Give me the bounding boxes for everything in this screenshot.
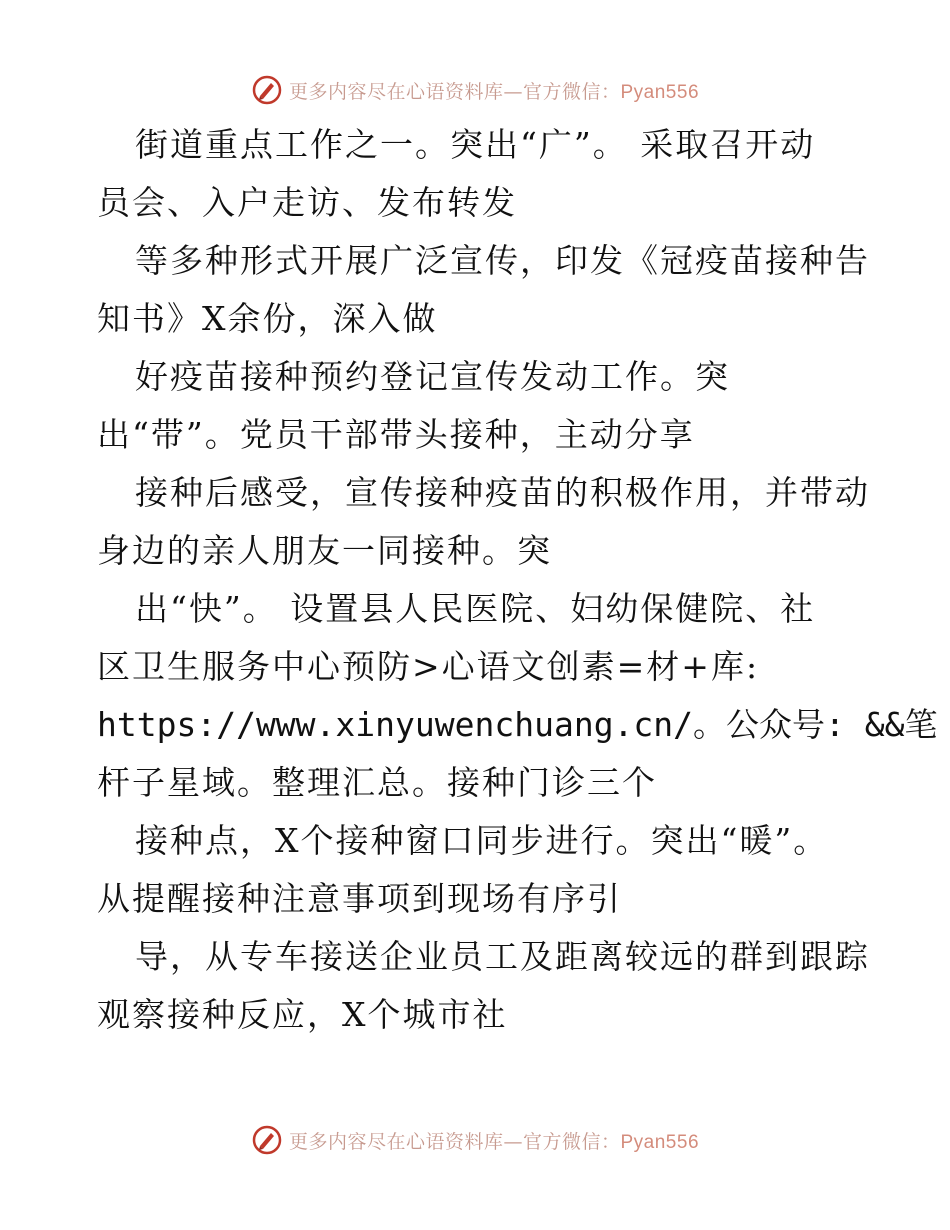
footer-banner bbox=[0, 1120, 950, 1160]
text-line: 从提醒接种注意事项到现场有序引 bbox=[97, 879, 622, 918]
text-line: 街道重点工作之一。突出“广”。 采取召开动 bbox=[135, 125, 816, 164]
text-line: 观察接种反应，X个城市社 bbox=[97, 995, 508, 1034]
banner-text bbox=[289, 77, 699, 104]
text-line: 出“快”。 设置县人民医院、妇幼保健院、社 bbox=[135, 589, 816, 628]
text-line: 好疫苗接种预约登记宣传发动工作。突 bbox=[135, 357, 730, 396]
text-line: https://www.xinyuwenchuang.cn/。公众号: &&笔 bbox=[97, 705, 938, 744]
text-line: 身边的亲人朋友一同接种。突 bbox=[97, 531, 552, 570]
banner-wechat-label: 官方微信： bbox=[522, 1130, 621, 1153]
text-line: 导，从专车接送企业员工及距离较远的群到跟踪 bbox=[135, 937, 870, 976]
text-line: 等多种形式开展广泛宣传，印发《冠疫苗接种告 bbox=[135, 241, 870, 280]
banner-wechat-id: Pyan556 bbox=[620, 1131, 700, 1153]
pen-logo-icon bbox=[251, 74, 283, 106]
text-line: 杆子星域。整理汇总。接种门诊三个 bbox=[97, 763, 657, 802]
text-line: 知书》X余份，深入做 bbox=[97, 299, 438, 338]
document-body bbox=[97, 116, 938, 1044]
text-line: 员会、入户走访、发布转发 bbox=[97, 183, 517, 222]
banner-title: 更多内容尽在心语资料库 bbox=[288, 1130, 504, 1153]
text-line: 出“带”。党员干部带头接种，主动分享 bbox=[97, 415, 695, 454]
banner-title: 更多内容尽在心语资料库 bbox=[288, 80, 504, 103]
pen-logo-icon bbox=[251, 1124, 283, 1156]
banner-text bbox=[289, 1127, 699, 1154]
banner-separator: — bbox=[503, 1130, 523, 1153]
text-line: 接种点，X个接种窗口同步进行。突出“暖”。 bbox=[135, 821, 829, 860]
banner-separator: — bbox=[503, 80, 523, 103]
banner-wechat-label: 官方微信： bbox=[522, 80, 621, 103]
text-line: 接种后感受，宣传接种疫苗的积极作用，并带动 bbox=[135, 473, 870, 512]
text-line: 区卫生服务中心预防>心语文创素=材+库: bbox=[97, 647, 760, 686]
banner-wechat-id: Pyan556 bbox=[620, 81, 700, 103]
header-banner bbox=[0, 70, 950, 110]
